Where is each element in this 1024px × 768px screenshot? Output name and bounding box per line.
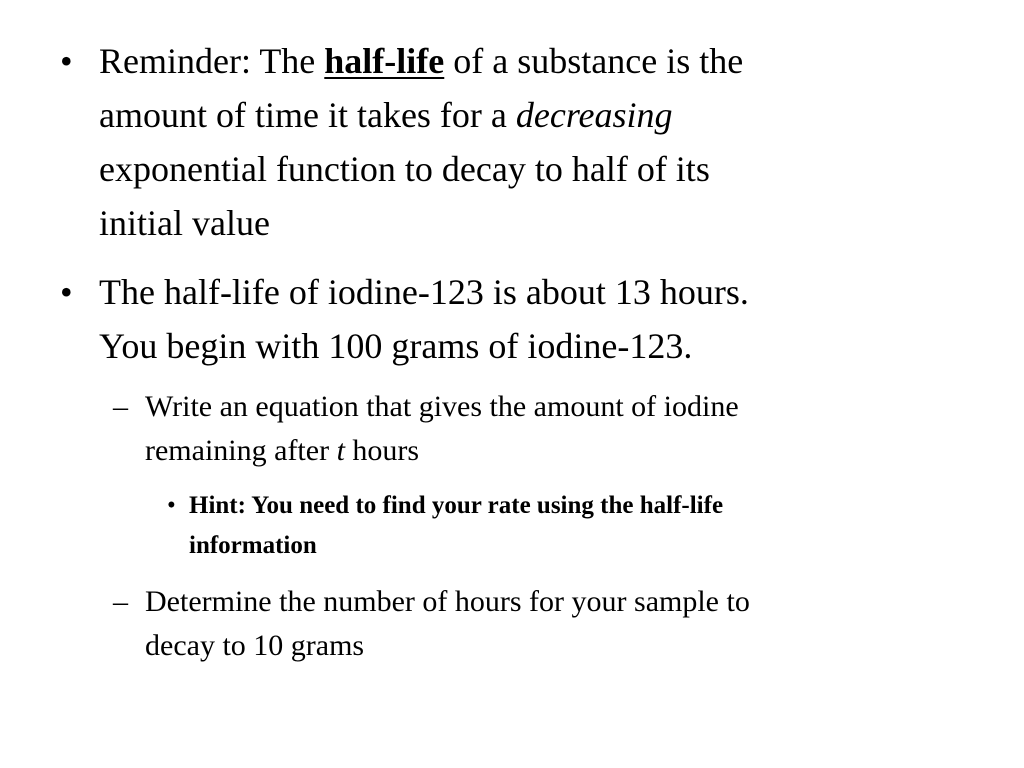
bullet-marker: •: [167, 492, 176, 519]
bullet-marker: •: [60, 272, 73, 312]
reminder-line-1: [99, 34, 939, 88]
dash-marker: –: [113, 390, 128, 423]
subitem-text: [145, 385, 965, 473]
iodine-line-2: You begin with 100 grams of iodine-123.: [99, 326, 693, 366]
reminder-line-4: initial value: [99, 203, 270, 243]
reminder-line-2-text: amount of time it takes for a: [99, 95, 516, 135]
decay-line-2: decay to 10 grams: [145, 629, 365, 662]
subitem-text: [145, 580, 965, 668]
equation-line-1: Write an equation that gives the amount of iodine: [145, 390, 739, 423]
equation-line-2-suffix: hours: [344, 434, 420, 467]
iodine-line-1: The half-life of iodine-123 is about 13 hours.: [99, 272, 749, 312]
reminder-suffix: of a substance is the: [444, 41, 744, 81]
equation-line-2: [145, 429, 965, 473]
hint-line-1: Hint: You need to find your rate using the half-life: [189, 492, 724, 519]
reminder-line-3: exponential function to decay to half of its: [99, 149, 710, 189]
hint-line-2: information: [189, 532, 317, 559]
variable-t: t: [336, 434, 345, 467]
equation-line-2-prefix: remaining after: [145, 434, 337, 467]
decreasing-word: decreasing: [515, 95, 673, 135]
dash-marker: –: [113, 585, 128, 618]
bullet-marker: •: [60, 41, 73, 81]
half-life-term: half-life: [324, 41, 445, 81]
hint-text: [189, 486, 949, 566]
reminder-line-2: [99, 88, 939, 142]
decay-line-1: Determine the number of hours for your sample to: [145, 585, 750, 618]
bullet-text: [99, 34, 939, 250]
bullet-text: [99, 265, 939, 373]
reminder-prefix: Reminder: The: [99, 41, 325, 81]
